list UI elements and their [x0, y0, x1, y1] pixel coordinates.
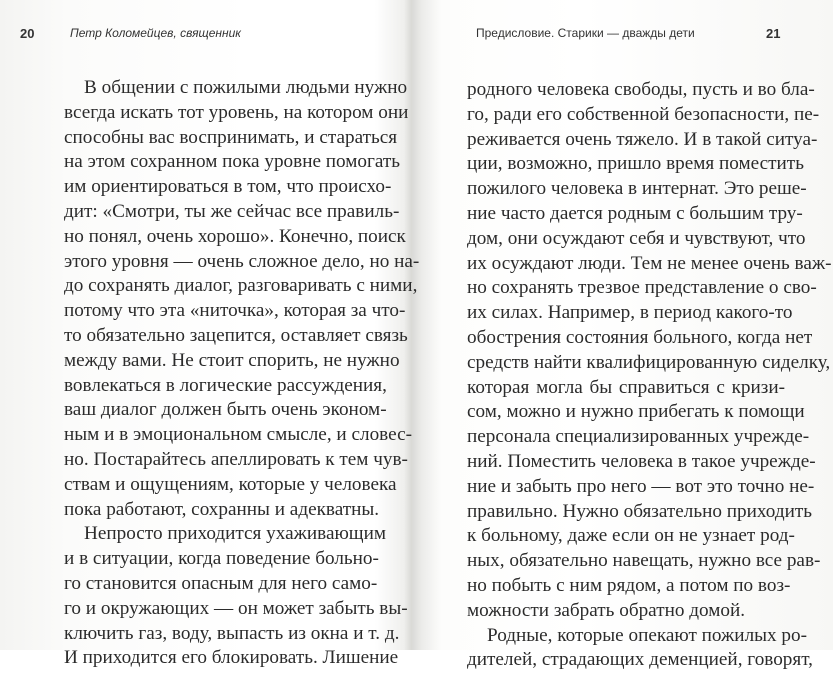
text-line: этого уровня — очень сложное дело, но на- [64, 250, 420, 272]
text-line: можности забрать обратно домой. [467, 599, 746, 621]
text-line: ние часто дается родным с большим тру- [467, 202, 803, 224]
text-line: между вами. Не стоит спорить, не нужно [64, 349, 400, 371]
text-line: родного человека свободы, пусть и во бла- [467, 79, 815, 100]
text-line: до сохранять диалог, разговаривать с ними, [64, 275, 418, 297]
left-page-number: 20 [20, 26, 35, 41]
text-line: ции, возможно, пришло время поместить [467, 153, 804, 175]
text-line: и в ситуации, когда поведение больно- [64, 548, 379, 570]
text-line: дит: «Смотри, ты же сейчас все правиль- [64, 200, 400, 222]
right-running-head: Предисловие. Старики — дважды дети [476, 26, 695, 40]
text-line: пожилого человека в интернат. Это реше- [467, 178, 807, 200]
text-line: обострения состояния больного, когда нет [467, 326, 813, 348]
text-line: пока работают, сохранны и адекватны. [64, 498, 380, 520]
text-line: ствам и ощущениям, которые у человека [64, 473, 397, 495]
text-line: ключить газ, воду, выпасть из окна и т. д. [64, 622, 400, 644]
right-page [420, 0, 833, 671]
text-line: В общении с пожилыми людьми нужно [84, 77, 408, 98]
text-line: но. Постарайтесь апеллировать к тем чув- [64, 448, 408, 470]
right-page-body-text [467, 78, 832, 673]
text-line: ным и в эмоциональном смысле, и словес- [64, 424, 413, 446]
text-line: которая могла бы справиться с кризи- [467, 376, 785, 398]
text-line: их осуждают люди. Тем не менее очень важ- [467, 252, 832, 274]
left-running-head: Петр Коломейцев, священник [70, 26, 241, 40]
text-line: дителей, страдающих деменцией, говорят, [467, 649, 813, 671]
text-line: реживается очень тяжело. И в такой ситуа- [467, 128, 818, 150]
text-line: го становится опасным для него само- [64, 572, 378, 594]
text-line: го и окружающих — он может забыть вы- [64, 597, 408, 619]
text-line: ных, обязательно навещать, нужно все рав- [467, 550, 821, 572]
right-page-number: 21 [766, 26, 781, 41]
text-line: ваш диалог должен быть очень эконом- [64, 399, 387, 421]
text-line: средств найти квалифицированную сиделку, [467, 351, 831, 373]
text-line: их силах. Например, в период какого-то [467, 302, 793, 324]
text-line: дом, они осуждают себя и чувствуют, что [467, 227, 806, 249]
text-line: но побыть с ним рядом, а потом по воз- [467, 574, 791, 596]
text-line: го, ради его собственной безопасности, пе- [467, 103, 820, 125]
text-line: сом, можно и нужно прибегать к помощи [467, 401, 805, 423]
text-line: на этом сохранном пока уровне помогать [64, 151, 401, 173]
text-line: И приходится его блокировать. Лишение [64, 647, 399, 669]
text-line: персонала специализированных учрежде- [467, 426, 810, 448]
text-line: всегда искать тот уровень, на котором они [64, 101, 409, 123]
text-line: потому что эта «ниточка», которая за что- [64, 300, 406, 322]
text-line: им ориентироваться в том, что происхо- [64, 176, 392, 198]
text-line: ние и забыть про него — вот это точно не- [467, 475, 815, 497]
left-page-body-text [64, 76, 420, 671]
text-line: ний. Поместить человека в такое учрежде- [467, 450, 816, 472]
text-line: то обязательно зацепится, оставляет связь [64, 324, 408, 346]
text-line: Родные, которые опекают пожилых ро- [487, 624, 808, 646]
text-line: способны вас воспринимать, и стараться [64, 126, 398, 148]
text-line: вовлекаться в логические рассуждения, [64, 374, 387, 396]
text-line: но понял, очень хорошо». Конечно, поиск [64, 225, 406, 247]
text-line: Непросто приходится ухаживающим [84, 523, 386, 545]
text-line: к больному, даже если он не узнает род- [467, 525, 795, 547]
text-line: правильно. Нужно обязательно приходить [467, 500, 812, 522]
text-line: но сохранять трезвое представление о сво- [467, 277, 817, 299]
